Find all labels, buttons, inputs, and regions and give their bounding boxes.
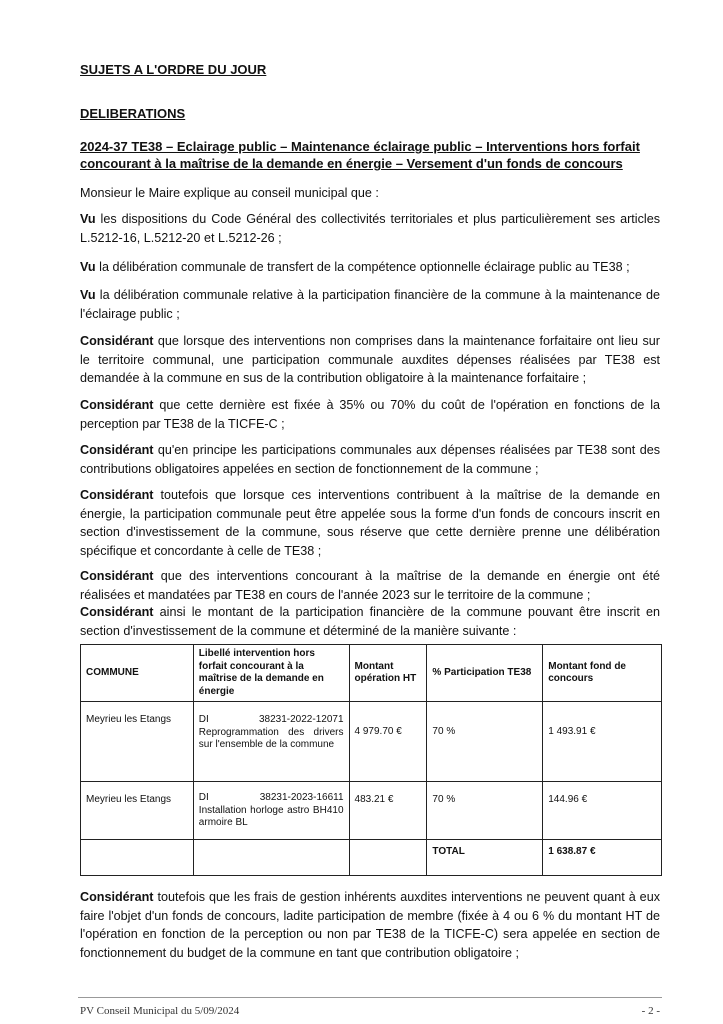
table-header-row (81, 645, 662, 702)
table-cell-empty (193, 840, 349, 876)
paragraph-lead: Considérant (80, 488, 154, 502)
table-cell-fonds: 1 493.91 € (543, 702, 662, 782)
paragraph-considerant-4 (80, 486, 660, 560)
funding-table (80, 644, 662, 876)
paragraph-considerant-3 (80, 441, 660, 478)
paragraph-body: toutefois que les frais de gestion inhérents auxdites interventions ne peuvent quant à eux faire l'objet d'un fonds de concours, ladite participation de membre (fixée à 4 ou 6 % du montant HT de l'opération en fonction de la perception ou non par TE38 de la TICFE-C) sera appelée en section de fonctionnement du budget de la commune en tant que contribution obligatoire ; (80, 890, 660, 960)
table-cell-commune: Meyrieu les Etangs (81, 702, 194, 782)
paragraph-body: qu'en principe les participations communales aux dépenses réalisées par TE38 sont des contributions obligatoires appelées en section de fonctionnement de la commune ; (80, 443, 660, 476)
table-row (81, 702, 662, 782)
table-cell-fonds: 144.96 € (543, 782, 662, 840)
paragraph-considerant-2 (80, 396, 660, 433)
paragraph-lead: Vu (80, 260, 96, 274)
table-header-cell: Montant fond de concours (543, 645, 662, 702)
footer-page-number: - 2 - (641, 1005, 660, 1017)
footer-document-title: PV Conseil Municipal du 5/09/2024 (80, 1005, 240, 1017)
paragraph-body: que des interventions concourant à la maîtrise de la demande en énergie ont été réalisées et mandatées par TE38 en cours de l'année 2023 sur le territoire de la commune ; (80, 569, 660, 602)
table-cell-montant: 4 979.70 € (349, 702, 427, 782)
paragraph-vu-3 (80, 286, 660, 323)
table-header-cell: COMMUNE (81, 645, 194, 702)
table-header-cell: Montant opération HT (349, 645, 427, 702)
table-total-row (81, 840, 662, 876)
paragraph-considerant-6 (80, 603, 660, 640)
section-heading-deliberations: DELIBERATIONS (80, 106, 186, 121)
table-cell-montant: 483.21 € (349, 782, 427, 840)
paragraph-lead: Considérant (80, 443, 154, 457)
paragraph-lead: Vu (80, 288, 96, 302)
footer-divider (78, 997, 662, 998)
paragraph-body: que lorsque des interventions non comprises dans la maintenance forfaitaire ont lieu sur le territoire communal, une participation communale auxdites dépenses réalisées par TE38 est demandée à la commune en sus de la contribution obligatoire à la maintenance forfaitaire ; (80, 334, 660, 385)
paragraph-considerant-closing (80, 888, 660, 962)
table-total-value: 1 638.87 € (543, 840, 662, 876)
table-total-label: TOTAL (427, 840, 543, 876)
paragraph-vu-1 (80, 210, 660, 247)
table-row (81, 782, 662, 840)
paragraph-body: la délibération communale relative à la participation financière de la commune à la maintenance de l'éclairage public ; (80, 288, 660, 321)
paragraph-lead: Vu (80, 212, 96, 226)
intro-text: Monsieur le Maire explique au conseil municipal que : (80, 186, 379, 200)
table-cell-commune: Meyrieu les Etangs (81, 782, 194, 840)
table-header-cell: % Participation TE38 (427, 645, 543, 702)
paragraph-lead: Considérant (80, 334, 154, 348)
deliberation-title: 2024-37 TE38 – Eclairage public – Maintenance éclairage public – Interventions hors forfait concourant à la maîtrise de la demande en énergie – Versement d'un fonds de concours (80, 139, 640, 171)
table-cell-libelle: DI 38231-2022-12071 Reprogrammation des drivers sur l'ensemble de la commune (193, 702, 349, 782)
table-cell-empty (349, 840, 427, 876)
paragraph-body: que cette dernière est fixée à 35% ou 70% du coût de l'opération en fonctions de la perception par TE38 de la TICFE-C ; (80, 398, 660, 431)
table-cell-empty (81, 840, 194, 876)
table-header-cell: Libellé intervention hors forfait concourant à la maîtrise de la demande en énergie (193, 645, 349, 702)
paragraph-lead: Considérant (80, 890, 154, 904)
paragraph-considerant-5 (80, 567, 660, 604)
paragraph-body: toutefois que lorsque ces interventions contribuent à la maîtrise de la demande en énergie, la participation communale peut être appelée sous la forme d'un fonds de concours inscrit en section d'investissement de la commune, sous réserve que cette dernière prenne une délibération spécifique et concordante à celle de TE38 ; (80, 488, 660, 558)
table-cell-participation: 70 % (427, 702, 543, 782)
paragraph-considerant-1 (80, 332, 660, 388)
paragraph-lead: Considérant (80, 398, 154, 412)
table-cell-libelle: DI 38231-2023-16611 Installation horloge astro BH410 armoire BL (193, 782, 349, 840)
paragraph-vu-2 (80, 258, 660, 277)
section-heading-sujets: SUJETS A L'ORDRE DU JOUR (80, 62, 267, 77)
paragraph-body: ainsi le montant de la participation financière de la commune pouvant être inscrit en section d'investissement de la commune et déterminé de la manière suivante : (80, 605, 660, 638)
paragraph-lead: Considérant (80, 569, 154, 583)
table-cell-participation: 70 % (427, 782, 543, 840)
paragraph-lead: Considérant (80, 605, 154, 619)
paragraph-body: la délibération communale de transfert de la compétence optionnelle éclairage public au TE38 ; (95, 260, 630, 274)
paragraph-body: les dispositions du Code Général des collectivités territoriales et plus particulièrement ses articles L.5212-16, L.5212-20 et L.5212-26 ; (80, 212, 660, 245)
